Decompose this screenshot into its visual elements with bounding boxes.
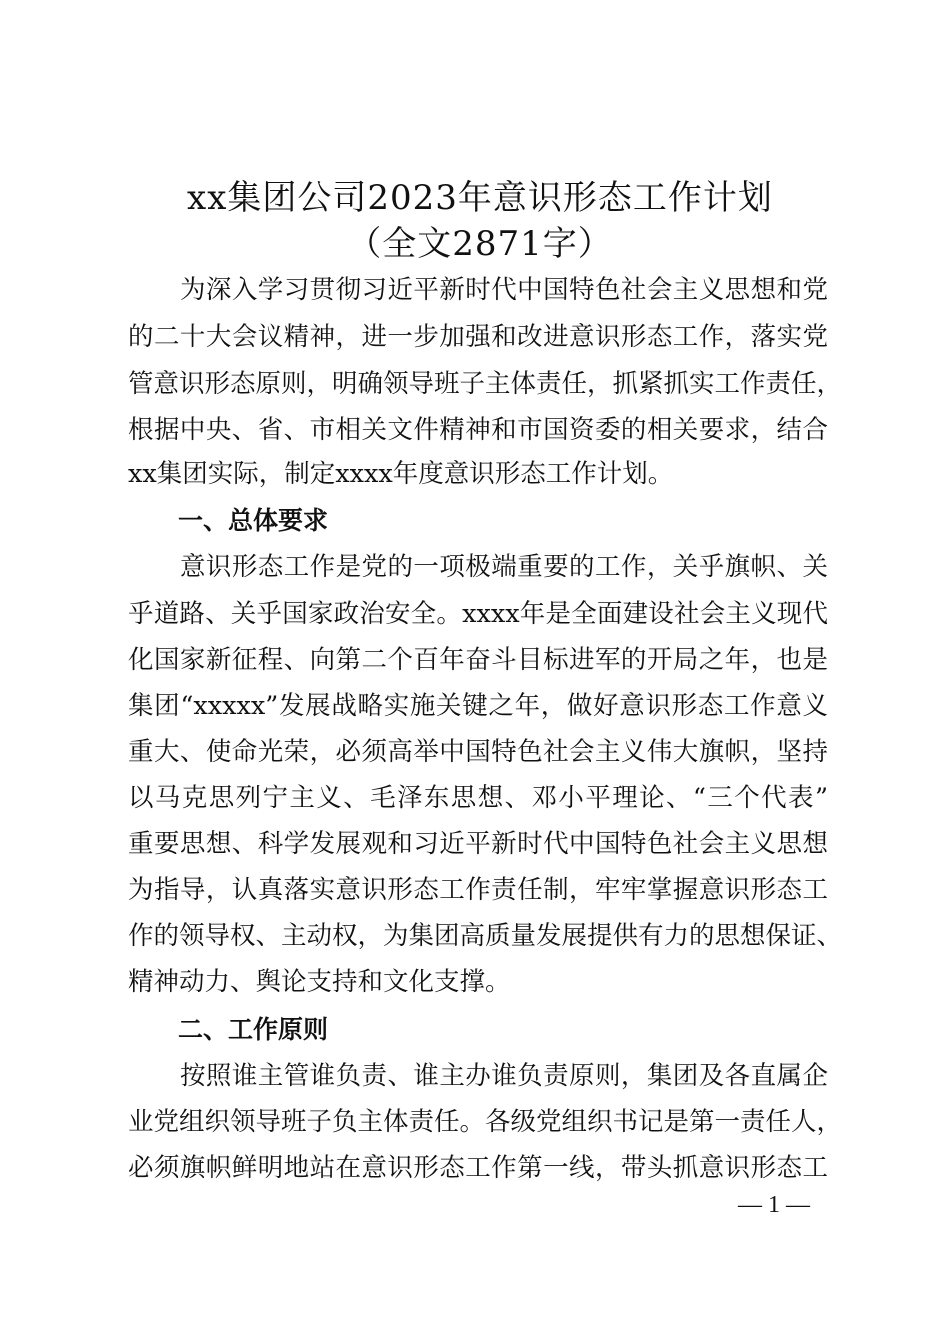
section2-line-3: 必须旗帜鲜明地站在意识形态工作第一线，带头抓意识形态工 xyxy=(128,1153,828,1183)
document-subtitle-word-count: （全文2871字） xyxy=(347,224,613,264)
intro-line-5: xx集团实际，制定xxxx年度意识形态工作计划。 xyxy=(128,459,674,489)
section2-line-1: 按照谁主管谁负责、谁主办谁负责原则，集团及各直属企 xyxy=(180,1061,828,1091)
section2-line-2: 业党组织领导班子负主体责任。各级党组织书记是第一责任人， xyxy=(128,1107,843,1137)
section1-line-7: 重要思想、科学发展观和习近平新时代中国特色社会主义思想 xyxy=(128,829,828,859)
intro-line-4: 根据中央、省、市相关文件精神和市国资委的相关要求，结合 xyxy=(128,415,828,445)
section1-line-6: 以马克思列宁主义、毛泽东思想、邓小平理论、“三个代表” xyxy=(128,783,828,813)
section1-line-8: 为指导，认真落实意识形态工作责任制，牢牢掌握意识形态工 xyxy=(128,875,828,905)
section1-line-4: 集团“xxxxx”发展战略实施关键之年，做好意识形态工作意义 xyxy=(128,691,828,721)
section1-line-2: 乎道路、关乎国家政治安全。xxxx年是全面建设社会主义现代 xyxy=(128,599,828,629)
section1-line-1: 意识形态工作是党的一项极端重要的工作，关乎旗帜、关 xyxy=(180,552,828,582)
intro-line-2: 的二十大会议精神，进一步加强和改进意识形态工作，落实党 xyxy=(128,322,828,352)
section1-line-10: 精神动力、舆论支持和文化支撑。 xyxy=(128,967,511,997)
section1-line-5: 重大、使命光荣，必须高举中国特色社会主义伟大旗帜，坚持 xyxy=(128,737,828,767)
section1-line-9: 作的领导权、主动权，为集团高质量发展提供有力的思想保证、 xyxy=(128,921,843,951)
page-number: — 1 — xyxy=(738,1192,810,1218)
intro-line-1: 为深入学习贯彻习近平新时代中国特色社会主义思想和党 xyxy=(180,275,828,305)
document-title: xx集团公司2023年意识形态工作计划 xyxy=(187,178,773,218)
section-heading-working-principles: 二、工作原则 xyxy=(178,1015,329,1044)
intro-line-3: 管意识形态原则，明确领导班子主体责任，抓紧抓实工作责任， xyxy=(128,369,843,399)
section1-line-3: 化国家新征程、向第二个百年奋斗目标进军的开局之年，也是 xyxy=(128,645,828,675)
section-heading-general-requirements: 一、总体要求 xyxy=(178,506,329,535)
